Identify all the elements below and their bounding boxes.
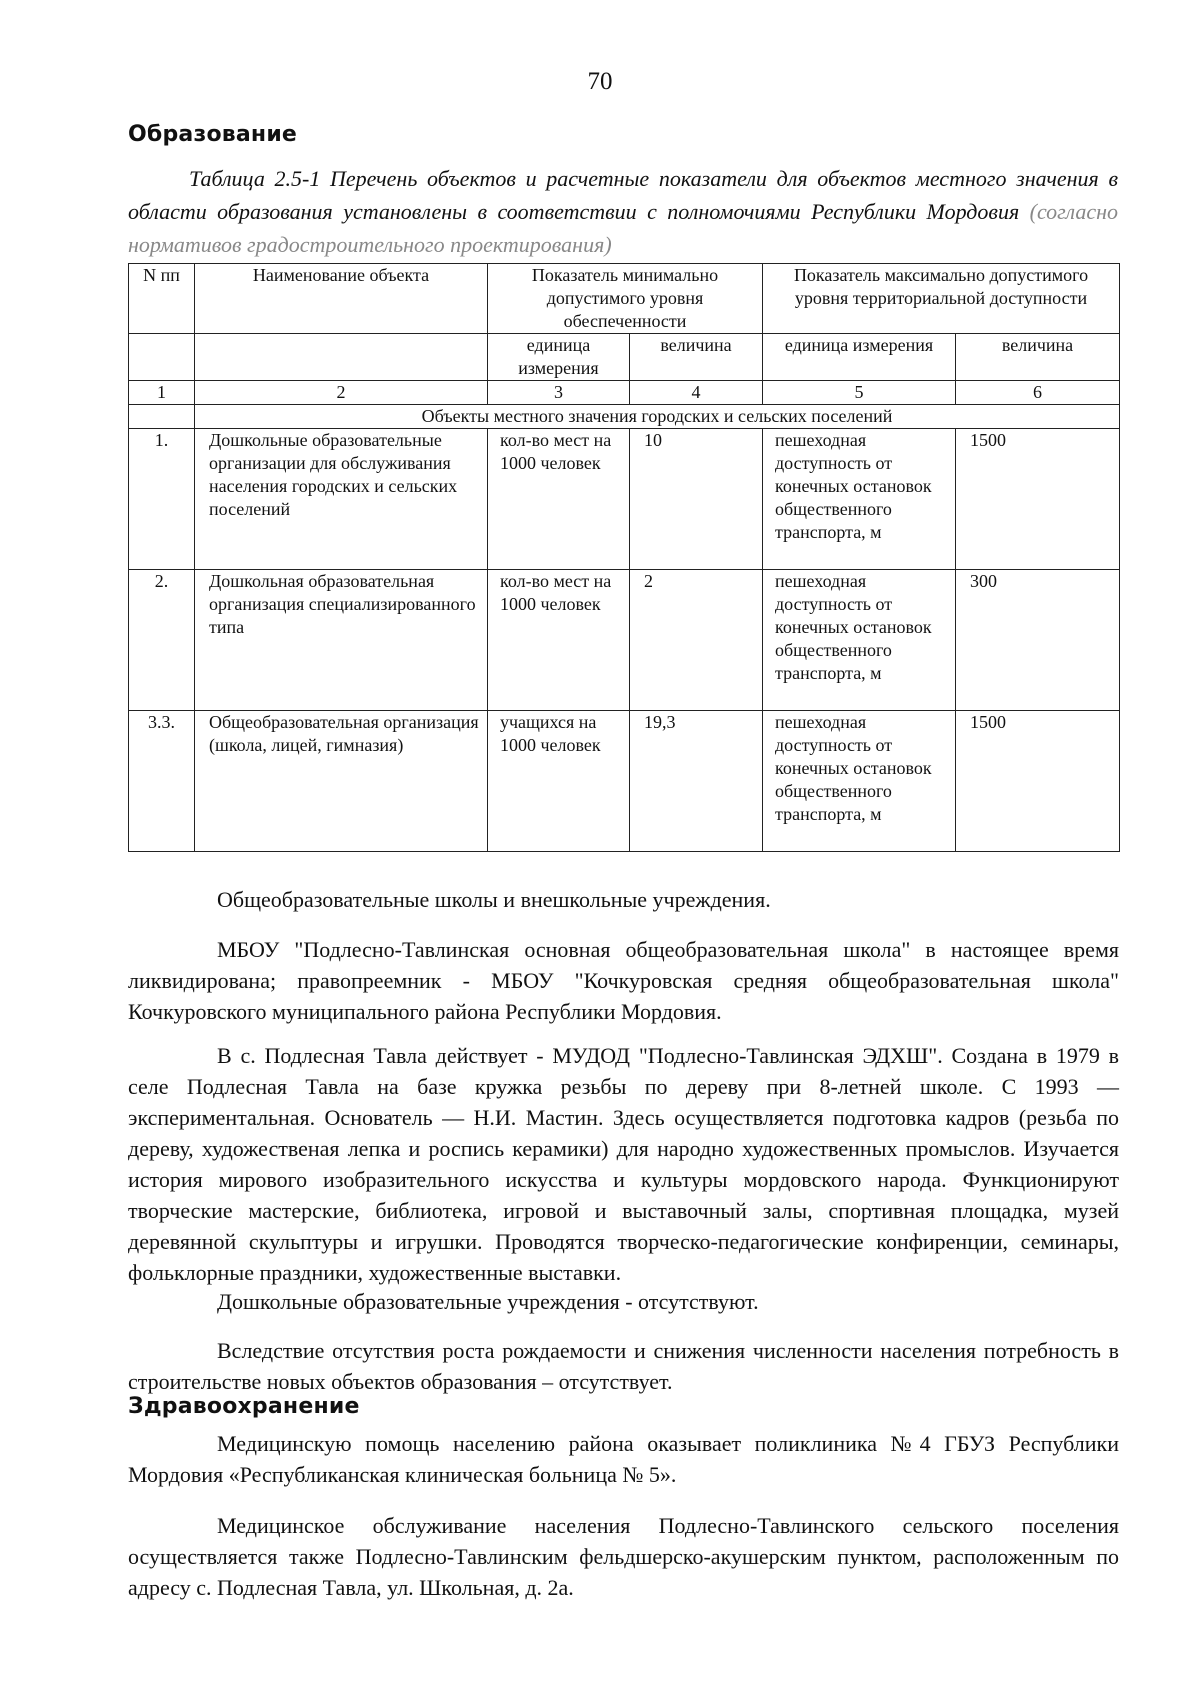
paragraph <box>128 1286 1119 1317</box>
row-unit-min: учащихся на 1000 человек <box>488 711 630 852</box>
row-unit-max: пешеходная доступность от конечных остановок общественного транспорта, м <box>763 570 956 711</box>
subheader-empty-1 <box>129 334 195 381</box>
paragraph <box>128 934 1119 1027</box>
col-number: 6 <box>956 381 1120 405</box>
section-heading-health: Здравоохранение <box>128 1394 360 1419</box>
page-number: 70 <box>587 68 613 95</box>
header-max-level: Показатель максимально допустимого уровня территориальной доступности <box>763 264 1120 334</box>
paragraph <box>128 1428 1119 1490</box>
row-name: Дошкольные образовательные организации для обслуживания населения городских и сельских поселений <box>195 429 488 570</box>
group-empty <box>129 405 195 429</box>
paragraph-text: Общеобразовательные школы и внешкольные учреждения. <box>217 887 771 912</box>
row-value-max: 300 <box>956 570 1120 711</box>
paragraph-text: МБОУ "Подлесно-Тавлинская основная общеобразовательная школа" в настоящее время ликвидирована; правопреемник - МБОУ "Кочкуровская средняя общеобразовательная школа" Кочкуровского муниципального района Республики Мордовия. <box>128 937 1119 1024</box>
paragraph-text: Медицинскую помощь населению района оказывает поликлиника №4 ГБУЗ Республики Мордовия «Республиканская клиническая больница № 5». <box>128 1431 1119 1487</box>
norms-table <box>128 263 1120 852</box>
table-row <box>129 429 1120 570</box>
row-value-max: 1500 <box>956 711 1120 852</box>
row-name: Дошкольная образовательная организация специализированного типа <box>195 570 488 711</box>
paragraph <box>128 1510 1119 1603</box>
col-number: 3 <box>488 381 630 405</box>
row-unit-max: пешеходная доступность от конечных остановок общественного транспорта, м <box>763 711 956 852</box>
col-number: 2 <box>195 381 488 405</box>
table-caption-main: Таблица 2.5-1 Перечень объектов и расчетные показатели для объектов местного значения в области образования установлены в соответствии с полномочиями Республики Мордовия <box>128 166 1118 224</box>
row-value-min: 10 <box>630 429 763 570</box>
paragraph-text: В с. Подлесная Тавла действует - МУДОД "Подлесно-Тавлинская ЭДХШ". Создана в 1979 в селе Подлесная Тавла на базе кружка резьбы по дереву при 8-летней школе. С 1993 — экспериментальная. Основатель — Н.И. Мастин. Здесь осуществляется подготовка кадров (резьба по дереву, художественая лепка и роспись керамики) для народно художественных промыслов. Изучается история мирового изобразительного искусства и культуры мордовского народа. Функционируют творческие мастерские, библиотека, игровой и выставочный залы, спортивная площадка, музей деревянной скульптуры и игрушки. Проводятся творческо-педагогические конфиренции, семинары, фольклорные праздники, художественные выставки. <box>128 1043 1119 1285</box>
header-num: N пп <box>129 264 195 334</box>
row-value-min: 2 <box>630 570 763 711</box>
subheader-value-min: величина <box>630 334 763 381</box>
row-num: 3.3. <box>129 711 195 852</box>
subheader-unit-min: единица измерения <box>488 334 630 381</box>
row-num: 2. <box>129 570 195 711</box>
subheader-unit-max: единица измерения <box>763 334 956 381</box>
header-min-level: Показатель минимально допустимого уровня обеспеченности <box>488 264 763 334</box>
row-unit-min: кол-во мест на 1000 человек <box>488 429 630 570</box>
table-header-row <box>129 264 1120 334</box>
col-number: 5 <box>763 381 956 405</box>
row-value-max: 1500 <box>956 429 1120 570</box>
table-subheader-row <box>129 334 1120 381</box>
header-name: Наименование объекта <box>195 264 488 334</box>
group-title: Объекты местного значения городских и сельских поселений <box>195 405 1120 429</box>
col-number: 4 <box>630 381 763 405</box>
paragraph-text: Медицинское обслуживание населения Подлесно-Тавлинского сельского поселения осуществляется также Подлесно-Тавлинским фельдшерско-акушерским пунктом, расположенным по адресу с. Подлесная Тавла, ул. Школьная, д. 2а. <box>128 1513 1119 1600</box>
table-row <box>129 570 1120 711</box>
paragraph-text: Дошкольные образовательные учреждения - отсутствуют. <box>217 1289 759 1314</box>
table-caption <box>128 162 1118 261</box>
table-row <box>129 711 1120 852</box>
row-name: Общеобразовательная организация (школа, лицей, гимназия) <box>195 711 488 852</box>
paragraph <box>128 1335 1119 1397</box>
paragraph <box>128 1040 1119 1288</box>
subheader-empty-2 <box>195 334 488 381</box>
row-value-min: 19,3 <box>630 711 763 852</box>
paragraph-text: Вследствие отсутствия роста рождаемости и снижения численности населения потребность в строительстве новых объектов образования – отсутствует. <box>128 1338 1119 1394</box>
row-num: 1. <box>129 429 195 570</box>
paragraph <box>128 884 1119 915</box>
table-caption-note: (согласно нормативов градостроительного проектирования) <box>128 199 1119 257</box>
table-col-number-row <box>129 381 1120 405</box>
row-unit-max: пешеходная доступность от конечных остановок общественного транспорта, м <box>763 429 956 570</box>
row-unit-min: кол-во мест на 1000 человек <box>488 570 630 711</box>
section-heading-education: Образование <box>128 122 298 147</box>
table-group-row <box>129 405 1120 429</box>
subheader-value-max: величина <box>956 334 1120 381</box>
col-number: 1 <box>129 381 195 405</box>
